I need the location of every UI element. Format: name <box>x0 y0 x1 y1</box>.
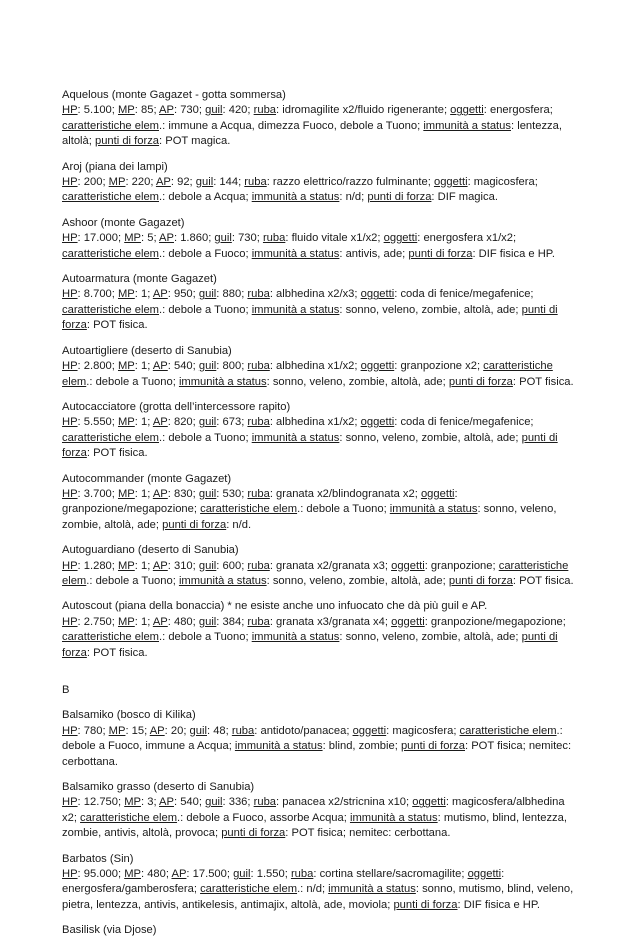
mp-label: MP <box>117 487 135 500</box>
punti-label: punti di forza <box>448 375 513 388</box>
ruba-value: razzo elettrico/razzo fulminante <box>272 176 428 189</box>
punti-value: POT magica. <box>165 135 231 148</box>
monster-stats: HP: 200; MP: 220; AP: 92; guil: 144; ruba: razzo elettrico/razzo fulminante; oggetti: magicosfera; caratteristiche elem.: debole a Acqua; immunità a status: n/d; punti di forza: DIF magica. <box>62 176 538 204</box>
guil-value: 673 <box>222 416 242 429</box>
monster-title: Basilisk (via Djose) <box>62 924 157 937</box>
ap-label: AP <box>159 104 174 117</box>
monster-entry <box>62 344 582 390</box>
immunita-value: sonno, veleno, zombie, altolà, ade <box>62 503 557 531</box>
ap-label: AP <box>159 232 174 245</box>
caratt-label: caratteristiche elem <box>62 559 569 587</box>
mp-label: MP <box>117 104 135 117</box>
immunita-value: antivis, ade <box>345 247 403 260</box>
ruba-label: ruba <box>253 796 277 809</box>
ruba-label: ruba <box>247 487 270 500</box>
ruba-value: granata x2/granata x3 <box>276 559 385 572</box>
immunita-label: immunità a status <box>178 375 267 388</box>
ap-value: 540 <box>173 360 193 373</box>
punti-label: punti di forza <box>62 631 558 659</box>
monster-title: Autoartigliere (deserto di Sanubia) <box>62 344 232 357</box>
monster-title: Autocommander (monte Gagazet) <box>62 472 232 485</box>
hp-value: 2.750 <box>83 615 112 628</box>
hp-label: HP <box>62 868 78 881</box>
ap-value: 1.860 <box>180 232 209 245</box>
caratt-label: caratteristiche elem <box>62 360 553 388</box>
guil-value: 600 <box>222 559 242 572</box>
ruba-value: albhedina x2/x3 <box>276 288 355 301</box>
monster-title: Autoarmatura (monte Gagazet) <box>62 273 217 286</box>
oggetti-label: oggetti <box>360 288 395 301</box>
guil-label: guil <box>198 416 217 429</box>
mp-label: MP <box>117 615 135 628</box>
mp-value: 1 <box>140 288 148 301</box>
caratt-label: caratteristiche elem <box>80 811 178 824</box>
monster-title: Barbatos (Sin) <box>62 852 134 865</box>
mp-value: 1 <box>140 615 148 628</box>
monster-title: Autoguardiano (deserto di Sanubia) <box>62 544 239 557</box>
monster-entry <box>62 543 582 589</box>
caratt-label: caratteristiche elem <box>459 724 557 737</box>
oggetti-value: energosfera <box>489 104 550 117</box>
mp-value: 5 <box>147 232 154 245</box>
hp-value: 95.000 <box>83 868 118 881</box>
hp-label: HP <box>62 559 78 572</box>
ap-value: 540 <box>180 796 199 809</box>
monster-stats: HP: 780; MP: 15; AP: 20; guil: 48; ruba: antidoto/panacea; oggetti: magicosfera; caratteristiche elem.: debole a Fuoco, immune a Acqua; immunità a status: blind, zombie; punti di forza: POT fisica; nemitec: cerbottana. <box>62 724 572 768</box>
caratt-label: caratteristiche elem <box>200 503 298 516</box>
monster-entry <box>62 780 582 842</box>
ap-label: AP <box>152 559 168 572</box>
punti-value: n/d. <box>232 518 252 531</box>
monster-stats: HP: 2.800; MP: 1; AP: 540; guil: 800; ruba: albhedina x1/x2; oggetti: granpozione x2; caratteristiche elem.: debole a Tuono; immunità a status: sonno, veleno, zombie, altolà, ade; punti di forza: POT fisica. <box>62 360 574 388</box>
oggetti-label: oggetti <box>352 724 387 737</box>
guil-value: 730 <box>238 232 257 245</box>
caratt-label: caratteristiche elem <box>62 631 159 644</box>
oggetti-label: oggetti <box>433 176 468 189</box>
ruba-value: albhedina x1/x2 <box>276 416 355 429</box>
oggetti-label: oggetti <box>391 559 425 572</box>
punti-value: POT fisica; nemitec: cerbottana. <box>62 740 572 768</box>
ruba-value: granata x3/granata x4 <box>276 615 385 628</box>
monster-entry <box>62 400 582 462</box>
mp-value: 15 <box>131 724 145 737</box>
immunita-value: sonno, mutismo, blind, veleno, pietra, lentezza, antivis, antikelesis, antimajix, altolà, ade, moviola <box>62 883 574 911</box>
hp-label: HP <box>62 232 78 245</box>
punti-value: POT fisica. <box>93 447 148 460</box>
ap-label: AP <box>152 615 168 628</box>
immunita-label: immunità a status <box>251 247 340 260</box>
section-letter: B <box>62 684 70 696</box>
oggetti-value: granpozione <box>430 559 493 572</box>
oggetti-label: oggetti <box>467 868 502 881</box>
mp-value: 1 <box>140 559 148 572</box>
monster-entry <box>62 599 582 661</box>
punti-value: POT fisica. <box>519 375 574 388</box>
ruba-value: idromagilite x2/fluido rigenerante <box>282 104 444 117</box>
monster-entry <box>62 272 582 334</box>
monster-entry <box>62 88 582 150</box>
hp-label: HP <box>62 288 78 301</box>
mp-value: 85 <box>140 104 154 117</box>
ap-label: AP <box>152 487 168 500</box>
caratt-value: debole a Tuono <box>306 503 384 516</box>
guil-value: 1.550 <box>256 868 285 881</box>
ap-value: 950 <box>173 288 193 301</box>
oggetti-label: oggetti <box>383 232 418 245</box>
oggetti-value: magicosfera <box>473 176 535 189</box>
hp-label: HP <box>62 487 78 500</box>
ap-value: 17.500 <box>192 868 227 881</box>
guil-value: 144 <box>219 176 239 189</box>
hp-label: HP <box>62 724 78 737</box>
punti-label: punti di forza <box>94 135 160 148</box>
immunita-label: immunità a status <box>251 303 340 316</box>
ruba-label: ruba <box>247 288 270 301</box>
ruba-label: ruba <box>262 232 286 245</box>
guil-label: guil <box>189 724 207 737</box>
monster-title: Ashoor (monte Gagazet) <box>62 216 185 229</box>
ap-label: AP <box>152 416 168 429</box>
caratt-value: debole a Fuoco <box>168 247 246 260</box>
mp-label: MP <box>117 559 135 572</box>
mp-label: MP <box>124 232 141 245</box>
immunita-label: immunità a status <box>234 740 323 753</box>
punti-value: POT fisica. <box>93 646 148 659</box>
punti-label: punti di forza <box>367 191 432 204</box>
oggetti-value: magicosfera/albhedina x2 <box>62 796 565 824</box>
caratt-label: caratteristiche elem <box>62 247 159 260</box>
monster-stats: HP: 2.750; MP: 1; AP: 480; guil: 384; ruba: granata x3/granata x4; oggetti: granpozione/megapozione; caratteristiche elem.: debole a Tuono; immunità a status: sonno, veleno, zombie, altolà, ade; punti di forza: POT fisica. <box>62 615 566 659</box>
oggetti-label: oggetti <box>420 487 455 500</box>
immunita-value: sonno, veleno, zombie, altolà, ade <box>345 431 516 444</box>
ap-value: 310 <box>173 559 193 572</box>
guil-label: guil <box>205 796 223 809</box>
monster-stats: HP: 3.700; MP: 1; AP: 830; guil: 530; ruba: granata x2/blindogranata x2; oggetti: granpozione/megapozione; caratteristiche elem.: debole a Tuono; immunità a status: sonno, veleno, zombie, altolà, ade; punti di forza: n/d. <box>62 487 557 531</box>
ap-label: AP <box>149 724 165 737</box>
hp-value: 17.000 <box>83 232 118 245</box>
mp-label: MP <box>124 868 141 881</box>
ruba-label: ruba <box>290 868 314 881</box>
ruba-label: ruba <box>247 615 270 628</box>
ruba-label: ruba <box>244 176 267 189</box>
ruba-value: fluido vitale x1/x2 <box>291 232 378 245</box>
hp-value: 200 <box>83 176 103 189</box>
mp-value: 3 <box>147 796 154 809</box>
oggetti-value: granpozione x2 <box>400 360 477 373</box>
caratt-value: debole a Tuono <box>168 631 246 644</box>
monster-title: Autoscout (piana della bonaccia) * ne esiste anche uno infuocato che dà più guil e AP. <box>62 600 488 613</box>
bestiary-list <box>62 88 582 949</box>
caratt-label: caratteristiche elem <box>62 119 159 132</box>
caratt-label: caratteristiche elem <box>62 431 159 444</box>
caratt-value: debole a Acqua <box>168 191 246 204</box>
caratt-label: caratteristiche elem <box>200 883 298 896</box>
immunita-label: immunità a status <box>389 503 478 516</box>
monster-stats: HP: 1.280; MP: 1; AP: 310; guil: 600; ruba: granata x2/granata x3; oggetti: granpozione; caratteristiche elem.: debole a Tuono; immunità a status: sonno, veleno, zombie, altolà, ade; punti di forza: POT fisica. <box>62 559 574 587</box>
punti-label: punti di forza <box>162 518 227 531</box>
immunita-label: immunità a status <box>423 119 511 132</box>
immunita-value: blind, zombie <box>328 740 395 753</box>
oggetti-value: energosfera/gamberosfera <box>62 883 194 896</box>
oggetti-label: oggetti <box>391 615 425 628</box>
ap-label: AP <box>152 288 168 301</box>
ruba-value: albhedina x1/x2 <box>276 360 355 373</box>
ap-value: 480 <box>173 615 193 628</box>
oggetti-label: oggetti <box>412 796 446 809</box>
guil-value: 880 <box>222 288 242 301</box>
monster-title: Balsamiko grasso (deserto di Sanubia) <box>62 781 255 794</box>
ap-value: 730 <box>180 104 199 117</box>
ap-value: 92 <box>177 176 190 189</box>
monster-entry <box>62 923 582 938</box>
hp-value: 780 <box>83 724 103 737</box>
hp-label: HP <box>62 360 78 373</box>
mp-value: 220 <box>131 176 151 189</box>
hp-value: 1.280 <box>83 559 112 572</box>
caratt-value: n/d <box>306 883 322 896</box>
ruba-label: ruba <box>231 724 255 737</box>
ap-label: AP <box>171 868 187 881</box>
mp-label: MP <box>124 796 141 809</box>
hp-value: 3.700 <box>83 487 112 500</box>
hp-value: 12.750 <box>83 796 118 809</box>
guil-label: guil <box>214 232 232 245</box>
guil-value: 800 <box>222 360 242 373</box>
hp-value: 5.100 <box>83 104 112 117</box>
caratt-value: debole a Fuoco, immune a Acqua <box>62 740 229 753</box>
hp-value: 2.800 <box>83 360 112 373</box>
guil-value: 48 <box>213 724 226 737</box>
immunita-value: mutismo, blind, lentezza, zombie, antivis, altolà, provoca <box>62 811 567 840</box>
guil-label: guil <box>195 176 214 189</box>
oggetti-value: magicosfera <box>392 724 454 737</box>
immunita-label: immunità a status <box>251 191 340 204</box>
guil-value: 384 <box>222 615 242 628</box>
ruba-label: ruba <box>253 104 277 117</box>
guil-value: 336 <box>228 796 248 809</box>
ruba-value: panacea x2/stricnina x10 <box>282 796 407 809</box>
punti-label: punti di forza <box>62 431 558 460</box>
monster-entry <box>62 472 582 534</box>
monster-title: Aquelous (monte Gagazet - gotta sommersa) <box>62 89 286 101</box>
oggetti-value: granpozione/megapozione <box>430 615 563 628</box>
punti-label: punti di forza <box>62 303 558 332</box>
ap-label: AP <box>155 176 171 189</box>
monster-stats: HP: 5.100; MP: 85; AP: 730; guil: 420; ruba: idromagilite x2/fluido rigenerante; oggetti: energosfera; caratteristiche elem.: immune a Acqua, dimezza Fuoco, debole a Tuono; immunità a status: lentezza, altolà; punti di forza: POT magica. <box>62 104 562 148</box>
mp-value: 1 <box>140 487 148 500</box>
punti-label: punti di forza <box>408 247 473 260</box>
ruba-value: granata x2/blindogranata x2 <box>276 487 415 500</box>
ap-label: AP <box>152 360 168 373</box>
monster-entry <box>62 852 582 914</box>
immunita-value: n/d <box>345 191 362 204</box>
mp-value: 1 <box>140 360 148 373</box>
punti-value: POT fisica; nemitec: cerbottana. <box>291 827 451 840</box>
ap-label: AP <box>159 796 174 809</box>
oggetti-label: oggetti <box>450 104 484 117</box>
mp-label: MP <box>117 416 135 429</box>
hp-label: HP <box>62 104 78 117</box>
guil-value: 530 <box>222 487 242 500</box>
ap-value: 830 <box>173 487 193 500</box>
guil-label: guil <box>198 487 217 500</box>
immunita-value: sonno, veleno, zombie, altolà, ade <box>345 631 516 644</box>
mp-label: MP <box>117 360 135 373</box>
hp-label: HP <box>62 615 78 628</box>
caratt-value: immune a Acqua, dimezza Fuoco, debole a Tuono <box>168 119 418 132</box>
immunita-label: immunità a status <box>251 431 340 444</box>
hp-label: HP <box>62 796 78 809</box>
immunita-value: sonno, veleno, zombie, altolà, ade <box>272 375 443 388</box>
monster-stats: HP: 8.700; MP: 1; AP: 950; guil: 880; ruba: albhedina x2/x3; oggetti: coda di fenice/megafenice; caratteristiche elem.: debole a Tuono; immunità a status: sonno, veleno, zombie, altolà, ade; punti di forza: POT fisica. <box>62 288 558 332</box>
guil-label: guil <box>198 360 217 373</box>
caratt-value: debole a Tuono <box>95 574 173 587</box>
mp-label: MP <box>108 724 126 737</box>
punti-label: punti di forza <box>221 827 286 840</box>
oggetti-value: energosfera x1/x2 <box>423 232 513 245</box>
hp-value: 8.700 <box>83 288 112 301</box>
monster-entry <box>62 708 582 770</box>
punti-label: punti di forza <box>400 740 465 753</box>
punti-label: punti di forza <box>448 574 513 587</box>
ruba-value: cortina stellare/sacromagilite <box>319 868 462 881</box>
monster-title: Aroj (piana dei lampi) <box>62 160 168 173</box>
monster-stats: HP: 17.000; MP: 5; AP: 1.860; guil: 730; ruba: fluido vitale x1/x2; oggetti: energosfera x1/x2; caratteristiche elem.: debole a Fuoco; immunità a status: antivis, ade; punti di forza: DIF fisica e HP. <box>62 232 555 260</box>
ap-value: 20 <box>170 724 184 737</box>
ap-value: 820 <box>173 416 193 429</box>
caratt-label: caratteristiche elem <box>62 303 159 316</box>
immunita-label: immunità a status <box>349 811 438 824</box>
monster-title: Autocacciatore (grotta dell’intercessore rapito) <box>62 400 291 413</box>
caratt-value: debole a Tuono <box>168 431 246 444</box>
ruba-label: ruba <box>247 360 270 373</box>
mp-value: 1 <box>140 416 148 429</box>
immunita-label: immunità a status <box>328 883 416 896</box>
guil-label: guil <box>205 104 223 117</box>
caratt-value: debole a Tuono <box>95 375 173 388</box>
monster-entry <box>62 160 582 206</box>
mp-label: MP <box>108 176 126 189</box>
hp-label: HP <box>62 416 78 429</box>
guil-label: guil <box>198 615 217 628</box>
immunita-label: immunità a status <box>251 631 340 644</box>
caratt-value: debole a Fuoco, assorbe Acqua <box>186 811 344 824</box>
punti-value: POT fisica. <box>93 319 148 332</box>
guil-label: guil <box>233 868 251 881</box>
monster-title: Balsamiko (bosco di Kilika) <box>62 709 196 722</box>
immunita-label: immunità a status <box>178 574 267 587</box>
oggetti-value: granpozione/megapozione <box>62 503 194 516</box>
monster-entry <box>62 216 582 262</box>
hp-label: HP <box>62 176 78 189</box>
immunita-value: lentezza, altolà <box>62 119 562 148</box>
monster-stats: HP: 12.750; MP: 3; AP: 540; guil: 336; ruba: panacea x2/stricnina x10; oggetti: magicosfera/albhedina x2; caratteristiche elem.: debole a Fuoco, assorbe Acqua; immunità a status: mutismo, blind, lentezza, zombie, antivis, altolà, provoca; punti di forza: POT fisica; nemitec: cerbottana. <box>62 796 567 840</box>
guil-value: 420 <box>228 104 248 117</box>
ruba-value: antidoto/panacea <box>260 724 347 737</box>
punti-value: DIF magica. <box>437 191 498 204</box>
monster-stats: HP: 95.000; MP: 480; AP: 17.500; guil: 1.550; ruba: cortina stellare/sacromagilite; oggetti: energosfera/gamberosfera; caratteristiche elem.: n/d; immunità a status: sonno, mutismo, blind, veleno, pietra, lentezza, antivis, antikelesis, antimajix, altolà, ade, moviola; punti di forza: DIF fisica e HP. <box>62 868 574 911</box>
punti-value: DIF fisica e HP. <box>463 898 540 911</box>
oggetti-value: coda di fenice/megafenice <box>400 416 531 429</box>
caratt-value: debole a Tuono <box>168 303 246 316</box>
oggetti-label: oggetti <box>360 416 395 429</box>
oggetti-label: oggetti <box>360 360 395 373</box>
guil-label: guil <box>198 288 217 301</box>
monster-stats: HP: 5.550; MP: 1; AP: 820; guil: 673; ruba: albhedina x1/x2; oggetti: coda di fenice/megafenice; caratteristiche elem.: debole a Tuono; immunità a status: sonno, veleno, zombie, altolà, ade; punti di forza: POT fisica. <box>62 416 558 460</box>
mp-label: MP <box>117 288 135 301</box>
punti-value: DIF fisica e HP. <box>478 247 555 260</box>
punti-value: POT fisica. <box>519 574 574 587</box>
ruba-label: ruba <box>247 559 270 572</box>
caratt-label: caratteristiche elem <box>62 191 159 204</box>
immunita-value: sonno, veleno, zombie, altolà, ade <box>272 574 443 587</box>
immunita-value: sonno, veleno, zombie, altolà, ade <box>345 303 516 316</box>
mp-value: 480 <box>147 868 166 881</box>
guil-label: guil <box>198 559 217 572</box>
punti-label: punti di forza <box>393 898 458 911</box>
ruba-label: ruba <box>247 416 270 429</box>
oggetti-value: coda di fenice/megafenice <box>400 288 531 301</box>
hp-value: 5.550 <box>83 416 112 429</box>
